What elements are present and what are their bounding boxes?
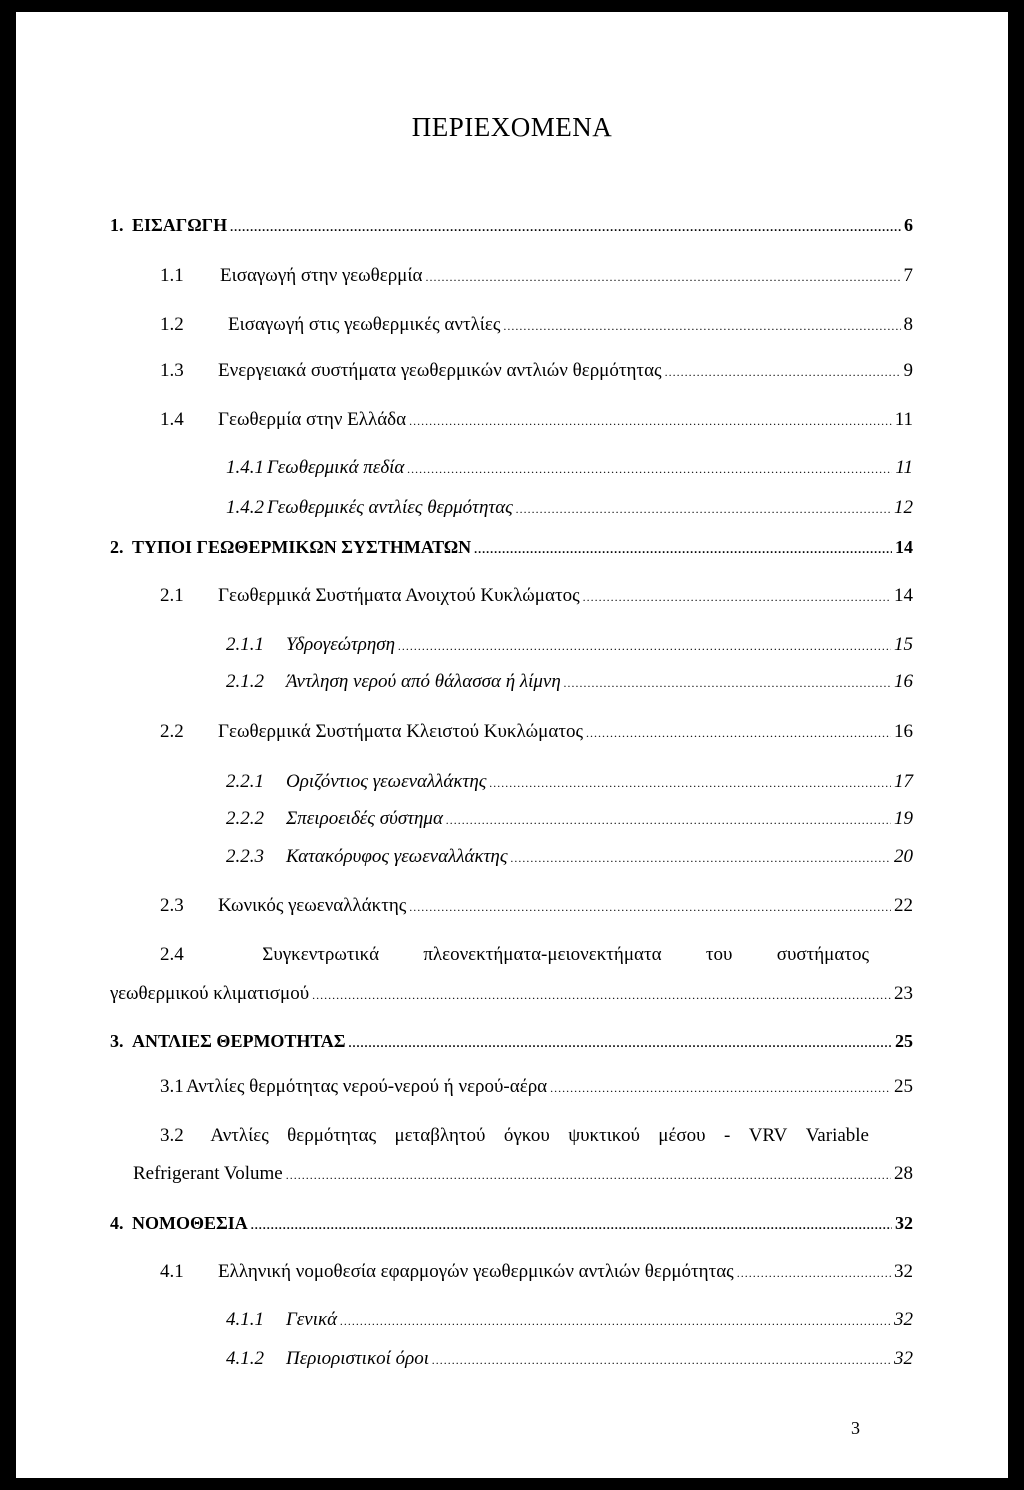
dot-leader [516,497,891,521]
toc-number: 1.3 [160,360,184,381]
toc-page: 16 [894,671,913,692]
toc-page: 15 [894,634,913,655]
toc-subsection-4-1-2[interactable] [226,1347,913,1372]
toc-section-3-2-line1[interactable] [160,1124,869,1148]
toc-number: 4.1.2 [226,1348,264,1369]
dot-leader [503,314,900,338]
toc-section-2-4-line1[interactable] [160,943,869,967]
dot-leader [511,846,891,870]
dot-leader [737,1261,891,1285]
toc-subsection-2-2-1[interactable] [226,770,913,795]
scan-border-top [0,0,1024,12]
dot-leader [550,1076,891,1100]
toc-number: 4.1 [160,1261,184,1282]
toc-title: Άντληση νερού από θάλασσα ή λίμνη [286,671,561,692]
toc-word: όγκου [503,1125,550,1146]
toc-title: Σπειροειδές σύστημα [286,808,443,829]
toc-section-2-2[interactable] [160,720,913,745]
dot-leader [348,1031,892,1055]
toc-page: 32 [894,1348,913,1369]
dot-leader [251,1213,892,1237]
toc-number: 3.2 [160,1125,184,1146]
toc-number: 1.1 [160,265,184,286]
scan-border-bottom [0,1478,1024,1490]
toc-number: 1.4.2 [226,497,264,518]
toc-subsection-2-2-2[interactable] [226,807,913,832]
toc-title: Γεωθερμία στην Ελλάδα [218,409,407,430]
toc-number: 2. [110,537,124,557]
toc-section-3-1[interactable] [160,1075,913,1100]
toc-word: Variable [805,1125,869,1146]
toc-title: Γενικά [286,1309,338,1330]
toc-subsection-1-4-2[interactable] [226,496,913,521]
dot-leader [398,634,891,658]
toc-word: Συγκεντρωτικά [262,944,380,965]
dot-leader [340,1309,891,1333]
toc-number: 2.2.2 [226,808,264,829]
toc-title: Υδρογεώτρηση [286,634,396,655]
toc-section-2-4-line2[interactable] [110,982,913,1007]
toc-page: 22 [894,895,913,916]
toc-section-1-3[interactable] [160,359,913,384]
scan-border-left [0,0,16,1490]
toc-title: Οριζόντιος γεωεναλλάκτης [286,771,487,792]
toc-number: 2.2.3 [226,846,264,867]
dot-leader [409,409,892,433]
toc-section-1-4[interactable] [160,408,913,433]
toc-title: Κωνικός γεωεναλλάκτης [218,895,407,916]
toc-page: 23 [894,983,913,1004]
toc-page: 8 [903,314,913,335]
toc-page: 14 [894,585,913,606]
toc-number: 2.4 [160,944,184,965]
toc-number: 3. [110,1031,124,1051]
toc-title: Ενεργειακά συστήματα γεωθερμικών αντλιών θερμότητας [218,360,662,381]
toc-word: του [705,944,733,965]
toc-page: 14 [895,537,913,557]
dot-leader [312,983,891,1007]
dot-leader [446,808,891,832]
toc-title: Εισαγωγή στις γεωθερμικές αντλίες [228,314,501,335]
toc-title: ΤΥΠΟΙ ΓΕΩΘΕΡΜΙΚΩΝ ΣΥΣΤΗΜΑΤΩΝ [132,537,472,557]
toc-section-2-3[interactable] [160,894,913,919]
toc-chapter-2[interactable] [110,535,913,561]
dot-leader [474,537,892,561]
toc-chapter-1[interactable] [110,213,913,239]
toc-subsection-4-1-1[interactable] [226,1308,913,1333]
toc-word: θερμότητας [287,1125,377,1146]
toc-number: 2.3 [160,895,184,916]
toc-number: 2.1.1 [226,634,264,655]
dot-leader [564,671,891,695]
toc-title: Κατακόρυφος γεωεναλλάκτης [286,846,508,867]
toc-page: 32 [894,1309,913,1330]
dot-leader [583,585,891,609]
toc-page: 28 [894,1163,913,1184]
toc-number: 1.4 [160,409,184,430]
toc-subsection-1-4-1[interactable] [226,456,913,481]
toc-title: Γεωθερμικές αντλίες θερμότητας [267,497,513,518]
toc-title: Γεωθερμικά πεδία [267,457,405,478]
dot-leader [409,895,891,919]
scan-border-right [1008,0,1024,1490]
dot-leader [586,721,891,745]
page-number: 3 [851,1418,860,1438]
toc-number: 2.1 [160,585,184,606]
toc-chapter-3[interactable] [110,1029,913,1055]
dot-leader [665,360,901,384]
toc-word: ψυκτικού [568,1125,640,1146]
toc-subsection-2-2-3[interactable] [226,845,913,870]
dot-leader [489,771,891,795]
toc-page: 11 [894,409,913,430]
toc-number: 2.2 [160,721,184,742]
toc-word: Αντλίες [210,1125,269,1146]
toc-page: 16 [894,721,913,742]
toc-section-1-1[interactable] [160,264,913,289]
dot-leader [407,457,892,481]
toc-section-4-1[interactable] [160,1260,913,1285]
toc-number: 4.1.1 [226,1309,264,1330]
toc-title: ΕΙΣΑΓΩΓΗ [132,215,228,235]
toc-subsection-2-1-1[interactable] [226,633,913,658]
dot-leader [432,1348,891,1372]
toc-page: 19 [894,808,913,829]
page-title: ΠΕΡΙΕΧΟΜΕΝΑ [411,112,613,142]
dot-leader [286,1163,891,1187]
toc-word: συστήματος [776,944,869,965]
toc-number: 3.1 [160,1076,184,1097]
toc-number: 2.1.2 [226,671,264,692]
toc-word: μεταβλητού [394,1125,486,1146]
toc-word: - [723,1125,731,1146]
toc-page: 9 [903,360,913,381]
toc-word: πλεονεκτήματα-μειονεκτήματα [423,944,662,965]
dot-leader [230,215,901,239]
toc-page: 7 [903,265,913,286]
toc-number: 1.4.1 [226,457,264,478]
toc-title: Περιοριστικοί όροι [286,1348,430,1369]
toc-title-continuation: γεωθερμικού κλιματισμού [110,983,310,1004]
toc-title: ΝΟΜΟΘΕΣΙΑ [132,1213,248,1233]
toc-number: 4. [110,1213,124,1233]
toc-page: 17 [894,771,913,792]
toc-word: μέσου [658,1125,706,1146]
toc-number: 1.2 [160,314,184,335]
toc-number: 2.2.1 [226,771,264,792]
toc-number: 1. [110,215,124,235]
toc-chapter-4[interactable] [110,1211,913,1237]
toc-title: Γεωθερμικά Συστήματα Κλειστού Κυκλώματος [218,721,583,742]
toc-page: 32 [895,1213,913,1233]
toc-page: 6 [904,215,913,235]
toc-title-continuation: Refrigerant Volume [133,1163,283,1184]
toc-page: 25 [895,1031,913,1051]
toc-title: ΑΝΤΛΙΕΣ ΘΕΡΜΟΤΗΤΑΣ [132,1031,346,1051]
toc-title: Γεωθερμικά Συστήματα Ανοιχτού Κυκλώματος [218,585,580,606]
toc-page: 11 [895,457,913,478]
toc-subsection-2-1-2[interactable] [226,670,913,695]
dot-leader [425,265,900,289]
toc-title: Αντλίες θερμότητας νερού-νερού ή νερού-αέρα [186,1076,548,1097]
toc-page: 25 [894,1076,913,1097]
toc-page: 32 [894,1261,913,1282]
toc-section-1-2[interactable] [160,313,913,338]
toc-page: 12 [894,497,913,518]
toc-title: Ελληνική νομοθεσία εφαρμογών γεωθερμικών αντλιών θερμότητας [218,1261,734,1282]
toc-page: 20 [894,846,913,867]
toc-section-3-2-line2[interactable] [133,1162,913,1187]
toc-word: VRV [748,1125,788,1146]
toc-section-2-1[interactable] [160,584,913,609]
toc-title: Εισαγωγή στην γεωθερμία [220,265,423,286]
